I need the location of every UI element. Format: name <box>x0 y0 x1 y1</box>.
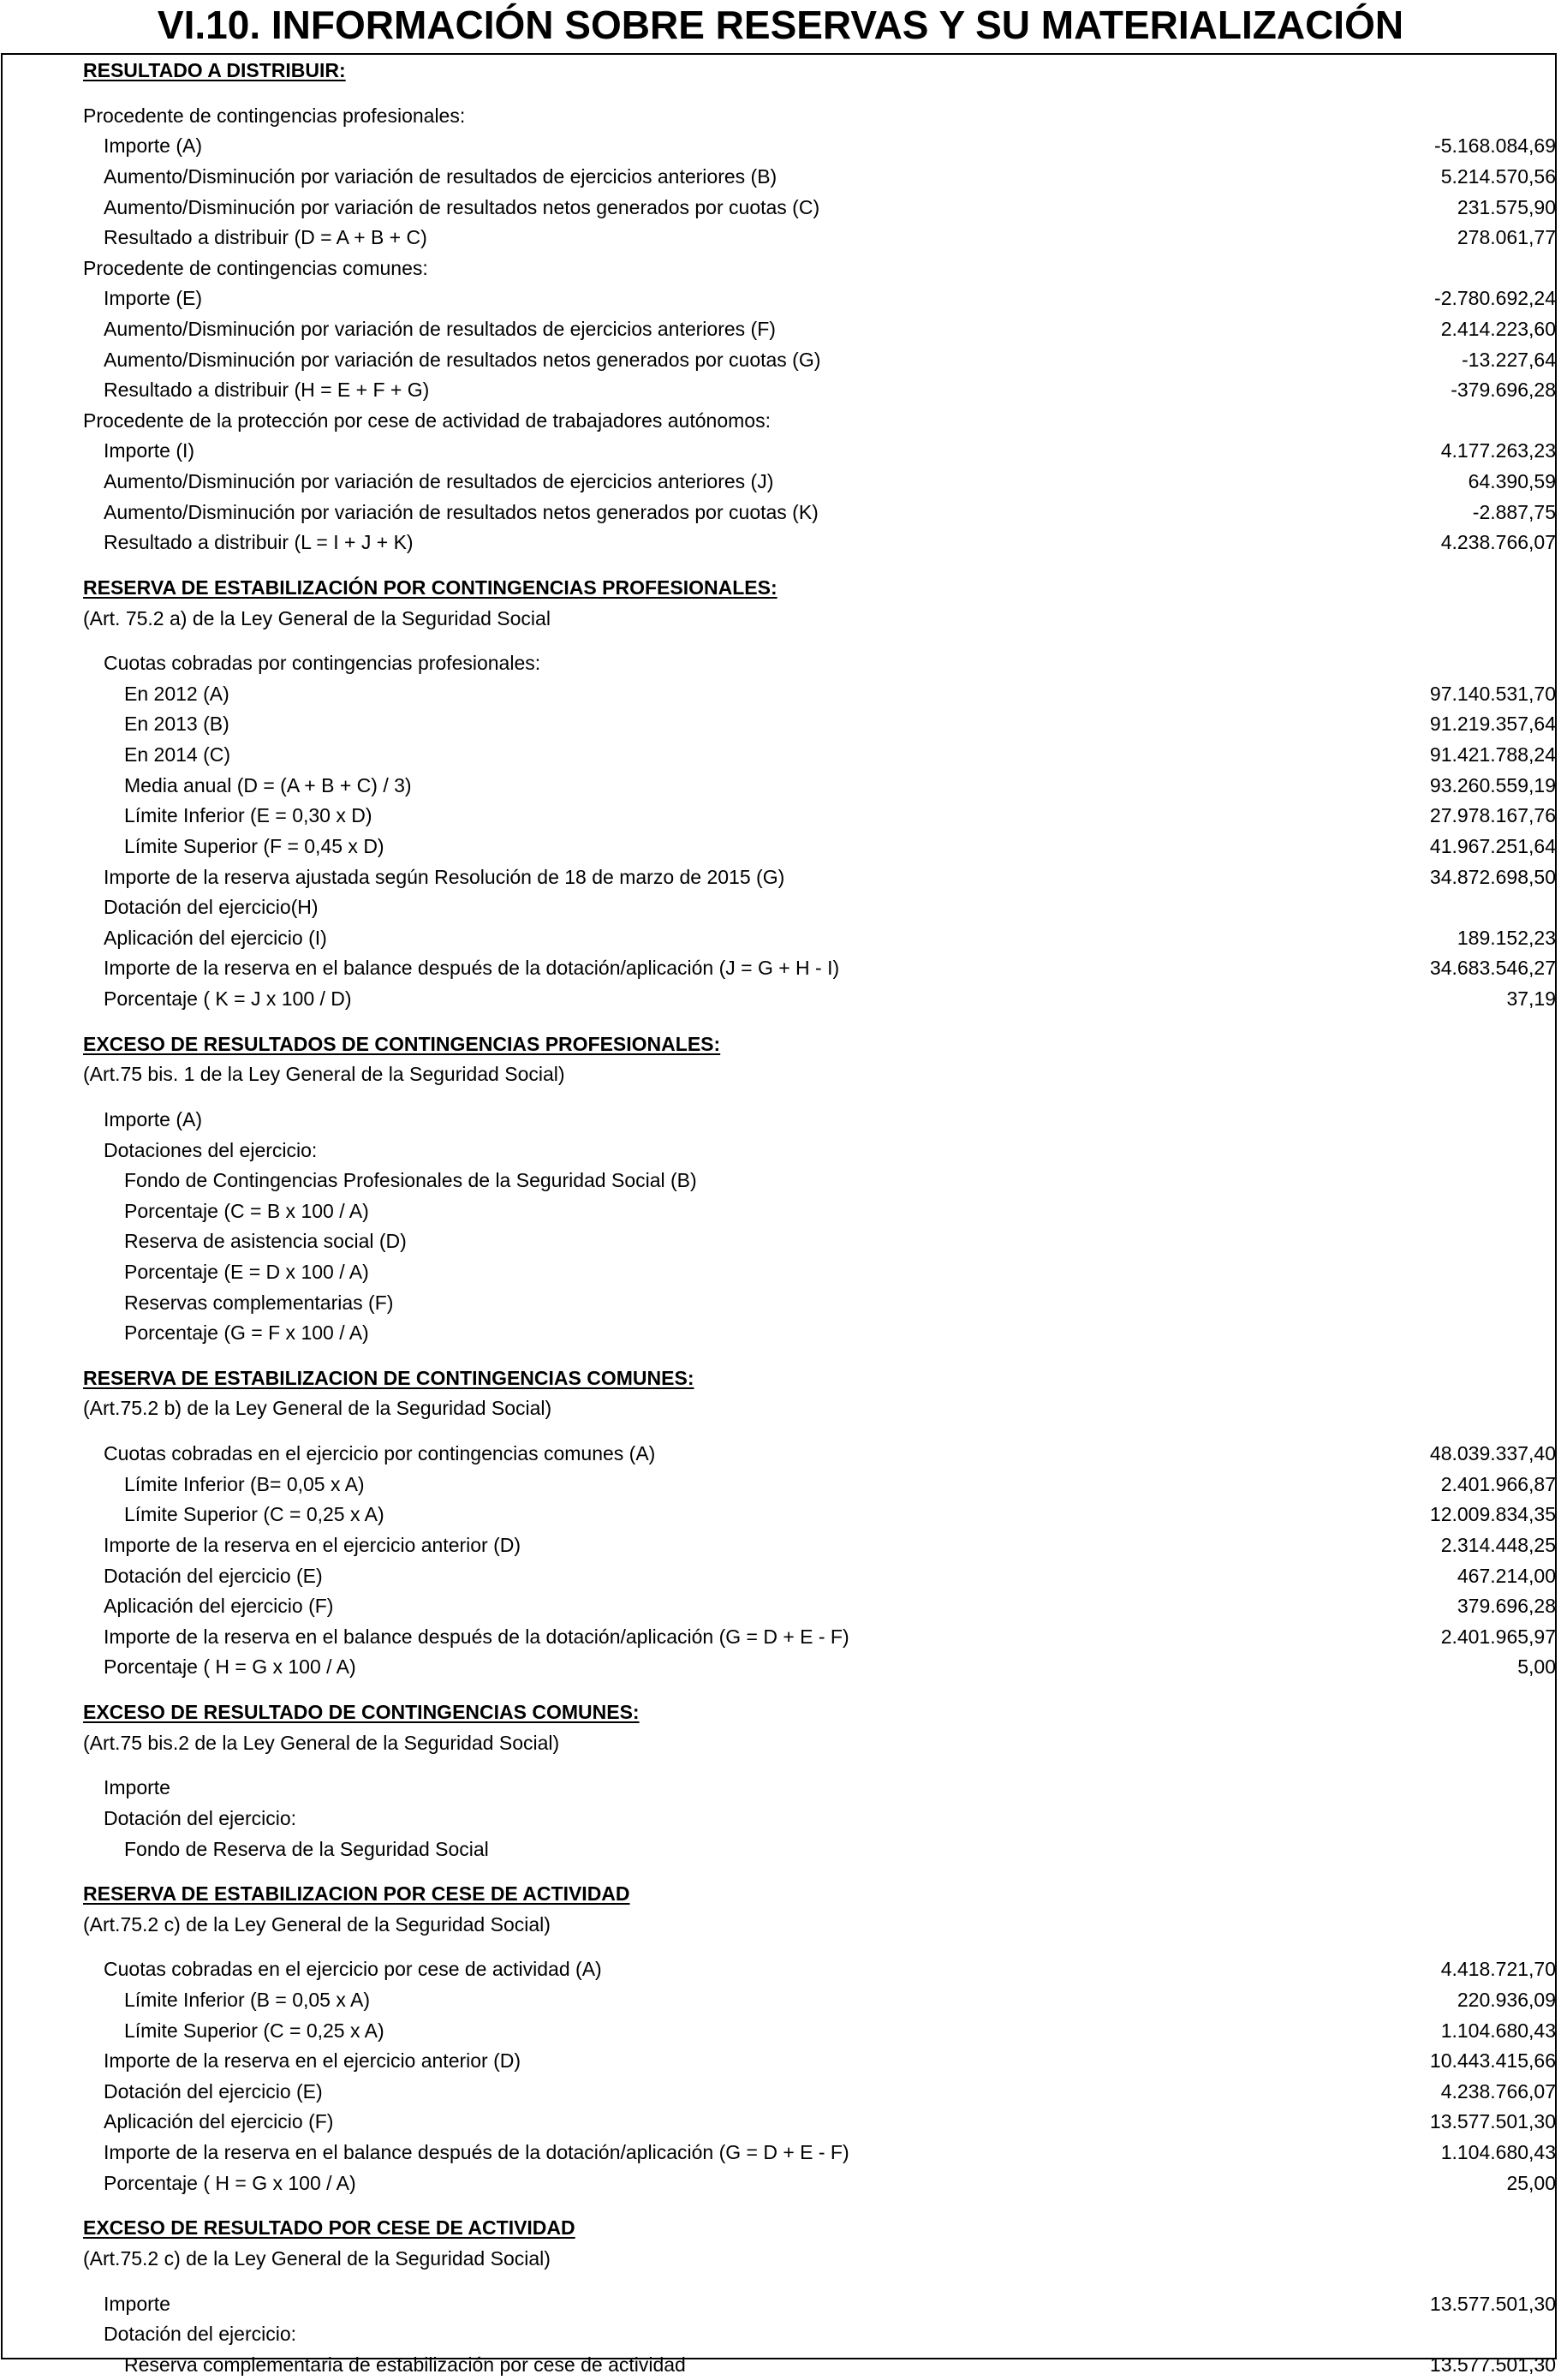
row-value: 379.696,28 <box>1457 1595 1556 1618</box>
report-row <box>0 1909 1561 1940</box>
report-row <box>0 2106 1561 2137</box>
report-row <box>0 100 1561 131</box>
row-label: Importe de la reserva en el ejercicio anterior (D) <box>104 2049 521 2073</box>
report-row <box>0 1165 1561 1196</box>
row-label: Importe de la reserva en el balance después de la dotación/aplicación (J = G + H - I) <box>104 957 840 980</box>
row-value: 12.009.834,35 <box>1429 1503 1556 1526</box>
section-heading: RESULTADO A DISTRIBUIR: <box>83 59 346 81</box>
section-heading-row <box>0 572 1561 603</box>
section-heading: RESERVA DE ESTABILIZACION DE CONTINGENCIAS COMUNES: <box>83 1366 694 1389</box>
report-row <box>0 2349 1561 2380</box>
row-value: 37,19 <box>1506 987 1556 1010</box>
row-label: Aumento/Disminución por variación de resultados netos generados por cuotas (G) <box>104 348 821 371</box>
row-value: 220.936,09 <box>1457 1989 1556 2011</box>
report-row <box>0 2318 1561 2349</box>
report-row <box>0 1834 1561 1864</box>
report-row <box>0 952 1561 983</box>
row-value: 97.140.531,70 <box>1429 682 1556 705</box>
row-label: (Art.75 bis.2 de la Ley General de la Seguridad Social) <box>83 1731 560 1754</box>
row-value: 1.104.680,43 <box>1440 2141 1556 2164</box>
row-value: 48.039.337,40 <box>1429 1442 1556 1464</box>
row-value: 91.421.788,24 <box>1429 743 1556 766</box>
row-label: Resultado a distribuir (H = E + F + G) <box>104 379 430 402</box>
row-value: 10.443.415,66 <box>1429 2049 1556 2073</box>
row-label: Cuotas cobradas en el ejercicio por cese de actividad (A) <box>104 1958 602 1981</box>
report-row <box>0 192 1561 223</box>
report-row <box>0 1256 1561 1287</box>
report-row <box>0 647 1561 678</box>
report-row <box>0 283 1561 313</box>
report-row <box>0 678 1561 709</box>
row-label: Aumento/Disminución por variación de resultados netos generados por cuotas (C) <box>104 195 820 218</box>
report-row <box>0 2015 1561 2046</box>
report-row <box>0 1651 1561 1682</box>
row-value: -13.227,64 <box>1462 348 1556 371</box>
row-label: En 2014 (C) <box>124 743 231 766</box>
section-heading: EXCESO DE RESULTADO POR CESE DE ACTIVIDAD <box>83 2216 575 2240</box>
section-heading-row <box>0 55 1561 86</box>
report-row <box>0 405 1561 436</box>
report-row <box>0 1317 1561 1348</box>
row-label: Aplicación del ejercicio (I) <box>104 926 327 949</box>
report-row <box>0 739 1561 770</box>
row-label: Porcentaje (E = D x 100 / A) <box>124 1260 369 1283</box>
report-row <box>0 313 1561 344</box>
row-value: 2.401.965,97 <box>1440 1625 1556 1648</box>
report-row <box>0 1287 1561 1318</box>
report-row <box>0 770 1561 801</box>
section-heading-row <box>0 1029 1561 1059</box>
row-label: Reserva complementaria de estabilización por cese de actividad <box>124 2353 686 2376</box>
row-label: Dotación del ejercicio (E) <box>104 1564 323 1587</box>
row-value: 64.390,59 <box>1468 470 1556 493</box>
row-value: 2.314.448,25 <box>1440 1533 1556 1556</box>
report-row <box>0 527 1561 558</box>
section-heading: RESERVA DE ESTABILIZACIÓN POR CONTINGENCIAS PROFESIONALES: <box>83 576 778 599</box>
report-row <box>0 253 1561 283</box>
report-row <box>0 603 1561 634</box>
report-row <box>0 1393 1561 1423</box>
report-row <box>0 435 1561 466</box>
row-label: Importe de la reserva ajustada según Resolución de 18 de marzo de 2015 (G) <box>104 865 785 888</box>
row-value: 13.577.501,30 <box>1429 2292 1556 2315</box>
row-label: Importe (E) <box>104 287 203 310</box>
report-row <box>0 1104 1561 1135</box>
section-heading-row <box>0 2212 1561 2243</box>
row-label: Importe de la reserva en el ejercicio anterior (D) <box>104 1533 521 1556</box>
row-label: Aumento/Disminución por variación de resultados netos generados por cuotas (K) <box>104 500 819 523</box>
report-row <box>0 2288 1561 2319</box>
row-value: 91.219.357,64 <box>1429 713 1556 736</box>
row-label: Fondo de Reserva de la Seguridad Social <box>124 1837 489 1860</box>
row-label: Dotación del ejercicio(H) <box>104 896 319 919</box>
report-row <box>0 222 1561 253</box>
row-label: Límite Inferior (B = 0,05 x A) <box>124 1989 370 2011</box>
row-value: 189.152,23 <box>1457 926 1556 949</box>
report-row <box>0 1727 1561 1758</box>
report-row <box>0 892 1561 922</box>
report-row <box>0 983 1561 1014</box>
row-label: (Art.75.2 c) de la Ley General de la Seguridad Social) <box>83 2246 551 2270</box>
row-label: Fondo de Contingencias Profesionales de la Seguridad Social (B) <box>124 1169 697 1192</box>
row-label: Importe <box>104 1776 170 1799</box>
report-row <box>0 2243 1561 2274</box>
row-label: Importe (A) <box>104 134 203 158</box>
row-label: Límite Superior (C = 0,25 x A) <box>124 2019 384 2042</box>
report-row <box>0 1954 1561 1984</box>
row-value: 25,00 <box>1506 2171 1556 2194</box>
row-value: -379.696,28 <box>1451 379 1556 402</box>
report-row <box>0 1590 1561 1621</box>
report-row <box>0 1621 1561 1652</box>
row-value: 41.967.251,64 <box>1429 834 1556 857</box>
report-row <box>0 1530 1561 1560</box>
row-value: 231.575,90 <box>1457 195 1556 218</box>
section-heading: EXCESO DE RESULTADOS DE CONTINGENCIAS PROFESIONALES: <box>83 1032 721 1055</box>
row-label: Aplicación del ejercicio (F) <box>104 1595 334 1618</box>
row-value: 4.238.766,07 <box>1440 2079 1556 2103</box>
report-row <box>0 922 1561 953</box>
report-row <box>0 2137 1561 2168</box>
report-row <box>0 1226 1561 1256</box>
row-value: -2.780.692,24 <box>1434 287 1556 310</box>
report-row <box>0 1772 1561 1803</box>
row-value: 2.414.223,60 <box>1440 318 1556 340</box>
row-value: 34.872.698,50 <box>1429 865 1556 888</box>
row-label: En 2013 (B) <box>124 713 229 736</box>
row-label: Procedente de contingencias profesionales: <box>83 104 466 127</box>
row-value: 4.177.263,23 <box>1440 439 1556 462</box>
report-row <box>0 1469 1561 1500</box>
report-row <box>0 800 1561 831</box>
row-label: Dotación del ejercicio: <box>104 2323 297 2346</box>
row-label: En 2012 (A) <box>124 682 229 705</box>
row-label: Importe de la reserva en el balance después de la dotación/aplicación (G = D + E - F) <box>104 1625 849 1648</box>
row-value: -2.887,75 <box>1472 500 1556 523</box>
row-value: 5,00 <box>1517 1655 1556 1679</box>
row-label: Aumento/Disminución por variación de resultados de ejercicios anteriores (J) <box>104 470 774 493</box>
section-heading: EXCESO DE RESULTADO DE CONTINGENCIAS COMUNES: <box>83 1701 640 1723</box>
report-row <box>0 1499 1561 1530</box>
row-value: 4.418.721,70 <box>1440 1958 1556 1981</box>
row-label: Reserva de asistencia social (D) <box>124 1230 407 1253</box>
section-heading-row <box>0 1697 1561 1727</box>
row-label: (Art.75 bis. 1 de la Ley General de la Seguridad Social) <box>83 1063 565 1086</box>
row-label: Límite Superior (C = 0,25 x A) <box>124 1503 384 1526</box>
row-label: Procedente de la protección por cese de actividad de trabajadores autónomos: <box>83 409 771 432</box>
row-label: Resultado a distribuir (D = A + B + C) <box>104 226 427 249</box>
row-value: 34.683.546,27 <box>1429 957 1556 980</box>
report-row <box>0 344 1561 375</box>
row-label: Dotación del ejercicio: <box>104 1806 297 1829</box>
row-value: -5.168.084,69 <box>1434 134 1556 158</box>
row-value: 93.260.559,19 <box>1429 773 1556 796</box>
row-label: Porcentaje ( H = G x 100 / A) <box>104 2171 356 2194</box>
row-value: 1.104.680,43 <box>1440 2019 1556 2042</box>
row-label: Importe de la reserva en el balance después de la dotación/aplicación (G = D + E - F) <box>104 2141 849 2164</box>
row-value: 278.061,77 <box>1457 226 1556 249</box>
section-heading: RESERVA DE ESTABILIZACION POR CESE DE ACTIVIDAD <box>83 1882 630 1906</box>
page-title: VI.10. INFORMACIÓN SOBRE RESERVAS Y SU MATERIALIZACIÓN <box>157 3 1404 47</box>
row-label: Cuotas cobradas en el ejercicio por contingencias comunes (A) <box>104 1442 656 1464</box>
row-value: 2.401.966,87 <box>1440 1472 1556 1495</box>
report-row <box>0 2045 1561 2076</box>
report-row <box>0 2168 1561 2198</box>
report-row <box>0 374 1561 405</box>
row-value: 4.238.766,07 <box>1440 531 1556 554</box>
report-row <box>0 161 1561 192</box>
row-label: Dotaciones del ejercicio: <box>104 1138 318 1161</box>
row-label: Porcentaje ( H = G x 100 / A) <box>104 1655 356 1679</box>
row-label: (Art.75.2 b) de la Ley General de la Seguridad Social) <box>83 1397 552 1420</box>
row-label: Porcentaje ( K = J x 100 / D) <box>104 987 352 1010</box>
row-label: Importe (A) <box>104 1107 203 1130</box>
row-label: Cuotas cobradas por contingencias profesionales: <box>104 652 541 675</box>
report-row <box>0 1984 1561 2015</box>
row-label: Límite Inferior (E = 0,30 x D) <box>124 804 372 827</box>
section-heading-row <box>0 1363 1561 1393</box>
row-label: Media anual (D = (A + B + C) / 3) <box>124 773 412 796</box>
row-label: Límite Superior (F = 0,45 x D) <box>124 834 384 857</box>
row-value: 27.978.167,76 <box>1429 804 1556 827</box>
report-row <box>0 1135 1561 1166</box>
report-row <box>0 1803 1561 1834</box>
row-value: 13.577.501,30 <box>1429 2353 1556 2376</box>
report-row <box>0 1560 1561 1591</box>
row-label: Aumento/Disminución por variación de resultados de ejercicios anteriores (B) <box>104 164 778 188</box>
report-row <box>0 1059 1561 1089</box>
row-label: Importe <box>104 2292 170 2315</box>
row-label: (Art.75.2 c) de la Ley General de la Seguridad Social) <box>83 1912 551 1936</box>
row-label: Reservas complementarias (F) <box>124 1291 394 1314</box>
section-heading-row <box>0 1878 1561 1909</box>
row-value: 467.214,00 <box>1457 1564 1556 1587</box>
row-label: Dotación del ejercicio (E) <box>104 2079 323 2103</box>
row-label: Aumento/Disminución por variación de resultados de ejercicios anteriores (F) <box>104 318 776 340</box>
row-label: (Art. 75.2 a) de la Ley General de la Seguridad Social <box>83 606 551 629</box>
row-label: Resultado a distribuir (L = I + J + K) <box>104 531 414 554</box>
row-value: 5.214.570,56 <box>1440 164 1556 188</box>
report-row <box>0 1438 1561 1469</box>
report-row <box>0 130 1561 161</box>
report-row <box>0 2076 1561 2107</box>
row-label: Límite Inferior (B= 0,05 x A) <box>124 1472 365 1495</box>
row-label: Importe (I) <box>104 439 195 462</box>
row-label: Porcentaje (G = F x 100 / A) <box>124 1321 369 1345</box>
row-label: Procedente de contingencias comunes: <box>83 256 428 279</box>
row-label: Porcentaje (C = B x 100 / A) <box>124 1199 369 1222</box>
report-row <box>0 497 1561 528</box>
report-row <box>0 831 1561 862</box>
report-row <box>0 708 1561 739</box>
report-row <box>0 466 1561 497</box>
report-row <box>0 862 1561 892</box>
row-label: Aplicación del ejercicio (F) <box>104 2110 334 2133</box>
report-row <box>0 1196 1561 1226</box>
row-value: 13.577.501,30 <box>1429 2110 1556 2133</box>
